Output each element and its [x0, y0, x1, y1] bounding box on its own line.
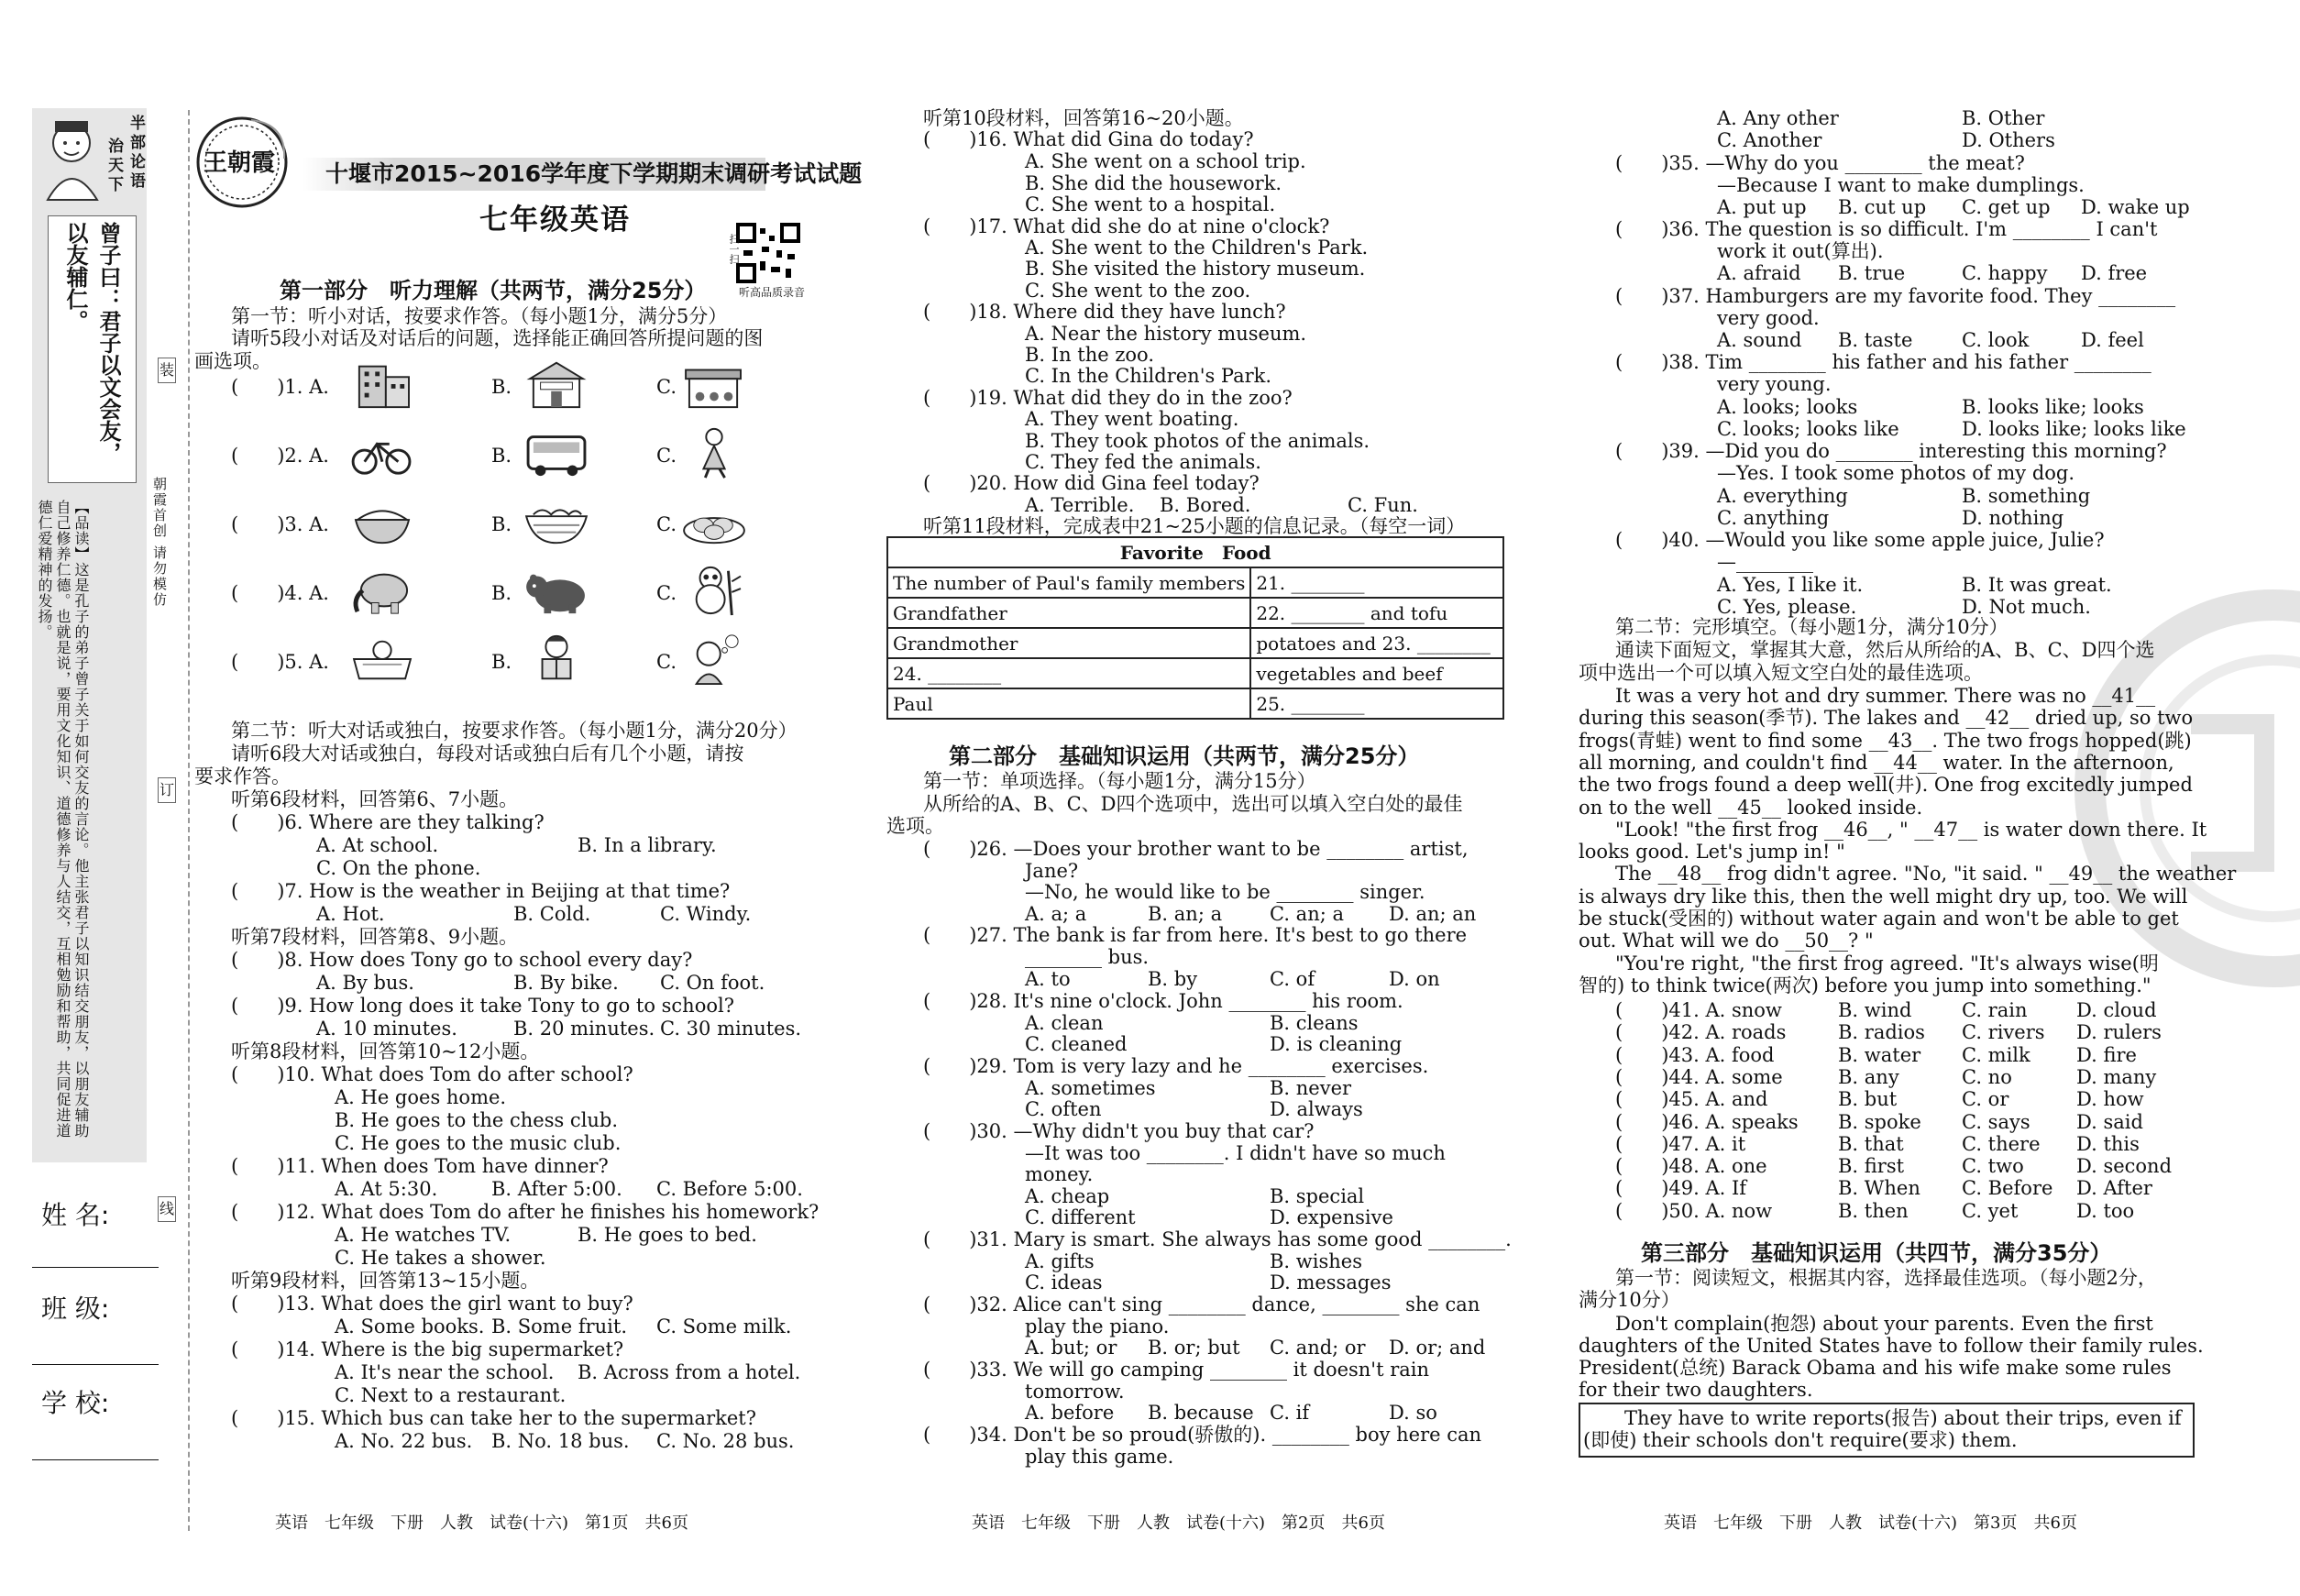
answer-option: A. She went on a school trip. [1025, 150, 1306, 172]
answer-option: B. In the zoo. [1025, 344, 1155, 366]
answer-option: C. or [1962, 1088, 2009, 1110]
question: ( )29. Tom is very lazy and he ________ exercises. [923, 1055, 1429, 1077]
p2-section1-instruction-cont: 选项。 [886, 815, 944, 837]
answer-option: C. of [1270, 968, 1315, 990]
answer-option: C. He goes to the music club. [335, 1132, 622, 1154]
class-label: 班 级: [41, 1293, 110, 1324]
answer-option: D. nothing [1962, 507, 2064, 529]
box-line: (即使) their schools don't require(要求) them. [1583, 1429, 2018, 1451]
answer-option: C. They fed the animals. [1025, 451, 1261, 473]
exam-title: 十堰市2015~2016学年度下学期期末调研考试试题 [325, 160, 863, 187]
section1-instruction: 请听5段小对话及对话后的问题，选择能正确回答所提问题的图 [231, 327, 764, 349]
question-number: ( )5. A. [231, 651, 329, 673]
answer-option: C. yet [1962, 1200, 2019, 1222]
qr-caption: 听高品质录音 [739, 286, 806, 299]
passage-line: "You're right, "the first frog agreed. "It's always wise(明 [1615, 952, 2159, 974]
answer-option: D. cloud [2076, 999, 2157, 1021]
question: ( )11. When does Tom have dinner? [231, 1155, 609, 1177]
answer-option: D. feel [2081, 329, 2144, 351]
option-label: C. [656, 582, 677, 604]
answer-option: B. She visited the history museum. [1025, 258, 1366, 280]
section2-title: 第二节：听大对话或独白，按要求作答。（每小题1分，满分20分） [231, 720, 798, 742]
answer-option: A. It's near the school. [335, 1361, 555, 1383]
answer-option: B. He goes to the chess club. [335, 1109, 619, 1131]
question: money. [1025, 1163, 1094, 1185]
answer-option: A. No. 22 bus. [335, 1430, 473, 1452]
p3-section3-title-cont: 满分10分） [1579, 1289, 1680, 1311]
passage-line: The __48__ frog didn't agree. "No, "it said. " __49__ the weather [1615, 863, 2237, 885]
dumplings-plate-icon[interactable] [678, 495, 750, 548]
question: ( )27. The bank is far from here. It's best to go there [923, 924, 1468, 946]
question: ( )18. Where did they have lunch? [923, 301, 1286, 323]
table-row: The number of Paul's family members 21. ________ [887, 567, 1503, 598]
answer-option: D. said [2076, 1111, 2143, 1133]
answer-option: B. Across from a hotel. [578, 1361, 801, 1383]
question-number: ( )1. A. [231, 376, 329, 398]
answer-option: A. At school. [316, 834, 439, 856]
question: ( )33. We will go camping ________ it doesn't rain [923, 1359, 1429, 1381]
sidebar-divider [188, 110, 190, 1531]
question: ( )13. What does the girl want to buy? [231, 1293, 633, 1315]
elephant-icon[interactable] [347, 564, 418, 617]
answer-option: C. says [1962, 1111, 2030, 1133]
answer-option: C. get up [1962, 196, 2051, 218]
sage-illustration-icon [35, 112, 110, 204]
answer-option: C. Before [1962, 1177, 2053, 1199]
answer-option: B. by [1148, 968, 1198, 990]
section-heading: 听第10段材料，回答第16~20小题。 [923, 107, 1244, 129]
cloze-question: ( )48. A. one [1615, 1155, 1767, 1177]
cut-mark-1: 装 [158, 358, 176, 383]
question: ( )15. Which bus can take her to the supermarket? [231, 1407, 756, 1429]
part3-title: 第三部分 基础知识运用（共四节，满分35分） [1641, 1240, 2112, 1266]
answer-option: C. 30 minutes. [660, 1018, 802, 1040]
question: —Yes. I took some photos of my dog. [1717, 462, 2075, 484]
answer-option: C. there [1962, 1133, 2041, 1155]
p3-section2-title: 第二节：完形填空。（每小题1分，满分10分） [1615, 616, 2008, 638]
question: ( )31. Mary is smart. She always has some good ________. [923, 1228, 1512, 1250]
question: ( )32. Alice can't sing ________ dance, ________ she can [923, 1293, 1480, 1315]
answer-option: B. 20 minutes. [513, 1018, 655, 1040]
answer-option: C. and; or [1270, 1337, 1366, 1359]
section1-title: 第一节：听小对话，按要求作答。（每小题1分，满分5分） [231, 305, 728, 327]
p3-section3-title: 第一节：阅读短文，根据其内容，选择最佳选项。（每小题2分， [1615, 1267, 2157, 1289]
qr-side-label: 扫一扫 [728, 234, 740, 264]
passage-line: during this season(季节). The lakes and __42__ dried up, so two [1579, 707, 2194, 729]
question: ( )40. —Would you like some apple juice, Julie? [1615, 529, 2105, 551]
passage-line: 智的) to think twice(两次) before you jump into something." [1579, 974, 2151, 996]
answer-option: C. look [1962, 329, 2030, 351]
question: tomorrow. [1025, 1381, 1125, 1403]
section-heading: 听第6段材料，回答第6、7小题。 [231, 788, 519, 810]
qr-code [736, 223, 800, 283]
section-heading: 听第9段材料，回答第13~15小题。 [231, 1270, 540, 1292]
answer-option: D. free [2081, 262, 2148, 284]
bicycle-icon[interactable] [347, 426, 418, 479]
cloze-question: ( )42. A. roads [1615, 1021, 1787, 1043]
answer-option: C. rain [1962, 999, 2028, 1021]
question: ( )12. What does Tom do after he finishes his homework? [231, 1201, 820, 1223]
answer-option: B. Cold. [513, 903, 591, 925]
question: play this game. [1025, 1446, 1174, 1468]
question: play the piano. [1025, 1315, 1170, 1337]
answer-option: A. Any other [1717, 107, 1839, 129]
table-title: Favorite Food [887, 537, 1503, 567]
answer-option: B. special [1270, 1185, 1365, 1207]
name-label: 姓 名: [41, 1200, 110, 1230]
section2-instruction-cont: 要求作答。 [194, 765, 291, 787]
answer-option: D. Others [1962, 129, 2055, 151]
answer-option: C. Fun. [1348, 494, 1418, 516]
section1-instruction-cont: 画选项。 [194, 350, 271, 372]
answer-option: A. Some books. [335, 1315, 485, 1337]
walking-girl-icon[interactable] [678, 426, 750, 479]
answer-option: B. By bike. [513, 972, 619, 994]
boy-bathing-icon[interactable] [347, 633, 418, 686]
cloze-question: ( )46. A. speaks [1615, 1111, 1799, 1133]
passage-line: Don't complain(抱怨) about your parents. Even the first [1615, 1313, 2153, 1335]
page1-footer: 英语 七年级 下册 人教 试卷(十六) 第1页 共6页 [275, 1513, 688, 1533]
passage-line: It was a very hot and dry summer. There was no __41__ [1615, 685, 2156, 707]
question: ( )16. What did Gina do today? [923, 128, 1254, 150]
motto-col-1: 半部论语 [127, 115, 145, 192]
answer-option: C. Another [1717, 129, 1822, 151]
part2-title: 第二部分 基础知识运用（共两节，满分25分） [949, 743, 1420, 769]
answer-option: D. fire [2076, 1044, 2137, 1066]
answer-option: A. everything [1717, 485, 1848, 507]
question: ( )9. How long does it take Tony to go to school? [231, 995, 734, 1017]
answer-option: B. radios [1838, 1021, 1925, 1043]
question: ( )6. Where are they talking? [231, 811, 545, 833]
answer-option: C. if [1270, 1402, 1310, 1424]
answer-option: B. something [1962, 485, 2091, 507]
answer-option: A. At 5:30. [335, 1178, 438, 1200]
answer-option: B. wishes [1270, 1250, 1362, 1272]
panda-icon[interactable] [678, 564, 750, 617]
passage-line: out. What will we do __50__? " [1579, 930, 1874, 952]
answer-option: A. He watches TV. [335, 1224, 512, 1246]
answer-option: C. She went to a hospital. [1025, 193, 1276, 215]
answer-option: C. looks; looks like [1717, 418, 1899, 440]
option-label: C. [656, 376, 677, 398]
cloze-question: ( )47. A. it [1615, 1133, 1746, 1155]
answer-option: B. never [1270, 1077, 1352, 1099]
option-label: C. [656, 513, 677, 535]
answer-option: D. this [2076, 1133, 2140, 1155]
office-building-icon[interactable] [347, 358, 418, 411]
answer-option: A. By bus. [316, 972, 414, 994]
passage-line: is always dry like this, then the well might dry up, too. We will [1579, 886, 2188, 908]
question: ( )37. Hamburgers are my favorite food. They ________ [1615, 285, 2176, 307]
rice-bowl-icon[interactable] [347, 495, 418, 548]
answer-option: D. wake up [2081, 196, 2190, 218]
passage-line: for their two daughters. [1579, 1379, 1813, 1401]
answer-option: A. Hot. [316, 903, 385, 925]
post-office-icon[interactable] [521, 358, 592, 411]
answer-option: D. on [1389, 968, 1440, 990]
answer-option: A. sometimes [1025, 1077, 1156, 1099]
answer-option: D. so [1389, 1402, 1437, 1424]
answer-option: B. They took photos of the animals. [1025, 430, 1370, 452]
answer-option: C. often [1025, 1098, 1102, 1120]
answer-option: B. After 5:00. [491, 1178, 622, 1200]
question: ( )7. How is the weather in Beijing at that time? [231, 880, 731, 902]
question: ( )20. How did Gina feel today? [923, 472, 1260, 494]
question: work it out(算出). [1717, 240, 1884, 262]
answer-option: B. water [1838, 1044, 1921, 1066]
section2-instruction: 请听6段大对话或独白，每段对话或独白后有几个小题，请按 [231, 743, 744, 765]
cloze-question: ( )49. A. If [1615, 1177, 1747, 1199]
answer-option: B. cleans [1270, 1012, 1359, 1034]
cut-mark-2: 订 [158, 777, 176, 803]
answer-option: C. On the phone. [316, 857, 481, 879]
answer-option: C. anything [1717, 507, 1830, 529]
option-label: B. [491, 651, 512, 673]
p3-section2-instruction: 通读下面短文，掌握其大意，然后从所给的A、B、C、D四个选 [1615, 639, 2155, 661]
answer-option: D. messages [1270, 1271, 1392, 1293]
answer-option: A. sound [1717, 329, 1802, 351]
answer-option: A. 10 minutes. [316, 1018, 457, 1040]
box-line: They have to write reports(报告) about their trips, even if [1624, 1407, 2182, 1429]
answer-option: C. On foot. [660, 972, 765, 994]
question: ( )39. —Did you do ________ interesting this morning? [1615, 440, 2167, 462]
answer-option: A. He goes home. [335, 1086, 507, 1108]
question-number: ( )4. A. [231, 582, 329, 604]
question: ( )17. What did she do at nine o'clock? [923, 215, 1330, 237]
question: —It was too ________. I didn't have so much [1025, 1142, 1446, 1164]
answer-option: C. rivers [1962, 1021, 2045, 1043]
question-number: ( )2. A. [231, 445, 329, 467]
answer-option: C. cleaned [1025, 1033, 1128, 1055]
exam-subtitle: 七年级英语 [479, 204, 631, 237]
answer-option: C. ideas [1025, 1271, 1103, 1293]
p2-section1-instruction: 从所给的A、B、C、D四个选项中，选出可以填入空白处的最佳 [923, 793, 1463, 815]
answer-option: B. Some fruit. [491, 1315, 627, 1337]
answer-option: C. No. 28 bus. [656, 1430, 795, 1452]
answer-option: C. two [1962, 1155, 2024, 1177]
answer-option: C. She went to the zoo. [1025, 280, 1251, 302]
answer-option: A. to [1025, 968, 1071, 990]
question: ________ bus. [1025, 946, 1150, 968]
motto-col-2: 治天下 [105, 138, 123, 195]
cloze-question: ( )45. A. and [1615, 1088, 1768, 1110]
answer-option: D. Not much. [1962, 596, 2091, 618]
answer-option: D. how [2076, 1088, 2144, 1110]
page3-footer: 英语 七年级 下册 人教 试卷(十六) 第3页 共6页 [1664, 1513, 2077, 1533]
bus-icon[interactable] [521, 426, 592, 479]
brand-note: 朝霞首创 请勿模仿 [151, 477, 168, 608]
question: ( )26. —Does your brother want to be ________ artist, [923, 838, 1469, 860]
answer-option: A. They went boating. [1025, 408, 1239, 430]
passage-line: all morning, and couldn't find __44__ water. In the afternoon, [1579, 752, 2174, 774]
question: ( )36. The question is so difficult. I'm ________ I can't [1615, 218, 2158, 240]
answer-option: C. In the Children's Park. [1025, 365, 1272, 387]
answer-option: C. Some milk. [656, 1315, 792, 1337]
boy-reading-icon[interactable] [521, 633, 592, 686]
passage-line: President(总统) Barack Obama and his wife make some rules [1579, 1357, 2172, 1379]
logo-text: 王朝霞 [204, 149, 276, 177]
answer-option: D. many [2076, 1066, 2157, 1088]
answer-option: B. She did the housework. [1025, 172, 1282, 194]
question: —________ [1717, 551, 1813, 573]
option-label: B. [491, 376, 512, 398]
cloze-question: ( )50. A. now [1615, 1200, 1773, 1222]
page2-footer: 英语 七年级 下册 人教 试卷(十六) 第2页 共6页 [972, 1513, 1385, 1533]
answer-option: B. cut up [1838, 196, 1927, 218]
answer-option: B. an; a [1148, 903, 1223, 925]
answer-option: A. but; or [1025, 1337, 1117, 1359]
answer-option: A. clean [1025, 1012, 1104, 1034]
table-row: Grandfather 22. ________ and tofu [887, 598, 1503, 628]
question: very good. [1717, 307, 1820, 329]
answer-option: C. Before 5:00. [656, 1178, 803, 1200]
answer-option: C. happy [1962, 262, 2048, 284]
question: ( )14. Where is the big supermarket? [231, 1338, 624, 1360]
answer-option: C. different [1025, 1206, 1136, 1228]
answer-option: D. rulers [2076, 1021, 2162, 1043]
answer-option: A. put up [1717, 196, 1807, 218]
answer-option: B. then [1838, 1200, 1909, 1222]
answer-option: A. before [1025, 1402, 1115, 1424]
question: ( )30. —Why didn't you buy that car? [923, 1120, 1315, 1142]
class-field[interactable] [32, 1364, 159, 1365]
comment-text: 【品读】这是孔子的弟子曾子关于如何交友的言论。他主张君子以知识结交朋友，以朋友辅助自己修养仁德。也就是说，要用文化知识、道德修养与人结交，互相勉励和帮助，共同促进道德仁爱精神的发扬。 [36, 500, 90, 1139]
passage-line: the two frogs found a deep well(井). One frog excitedly jumped [1579, 774, 2193, 796]
cloze-question: ( )43. A. food [1615, 1044, 1775, 1066]
cloze-question: ( )41. A. snow [1615, 999, 1782, 1021]
question: —No, he would like to be ________ singer. [1025, 881, 1425, 903]
section-heading: 听第8段材料，回答第10~12小题。 [231, 1040, 540, 1062]
bear-icon[interactable] [521, 564, 592, 617]
quote-text: 曾子曰：君子以文会友，以友辅仁。 [62, 222, 121, 464]
option-label: B. [491, 582, 512, 604]
answer-option: D. always [1270, 1098, 1363, 1120]
answer-option: D. an; an [1389, 903, 1477, 925]
question: ( )10. What does Tom do after school? [231, 1063, 633, 1085]
answer-option: B. true [1838, 262, 1906, 284]
answer-option: A. She went to the Children's Park. [1025, 237, 1369, 259]
passage-line: on to the well __45__ looked inside. [1579, 797, 1923, 819]
answer-option: C. no [1962, 1066, 2012, 1088]
question: ( )8. How does Tony go to school every day? [231, 949, 693, 971]
answer-option: A. Near the history museum. [1025, 323, 1307, 345]
question: ( )28. It's nine o'clock. John ________ his room. [923, 990, 1403, 1012]
answer-option: B. spoke [1838, 1111, 1921, 1133]
option-label: B. [491, 513, 512, 535]
answer-option: B. any [1838, 1066, 1899, 1088]
question: Jane? [1025, 860, 1079, 882]
answer-option: D. too [2076, 1200, 2135, 1222]
passage-line: daughters of the United States have to follow their family rules. [1579, 1335, 2204, 1357]
question: —Because I want to make dumplings. [1717, 174, 2085, 196]
answer-option: A. Yes, I like it. [1717, 574, 1864, 596]
passage-line: looks good. Let's jump in! " [1579, 841, 1845, 863]
answer-option: B. He goes to bed. [578, 1224, 757, 1246]
passage-line: "Look! "the first frog __46__, " __47__ is water down there. It [1615, 819, 2207, 841]
answer-option: A. gifts [1025, 1250, 1095, 1272]
name-field[interactable] [32, 1267, 159, 1268]
passage-line: be stuck(受困的) without water again and won't be able to get [1579, 908, 2179, 930]
answer-option: C. Yes, please. [1717, 596, 1857, 618]
question: ( )38. Tim ________ his father and his father ________ [1615, 351, 2151, 373]
answer-option: D. second [2076, 1155, 2173, 1177]
answer-option: A. afraid [1717, 262, 1801, 284]
answer-option: B. It was great. [1962, 574, 2112, 596]
answer-option: D. or; and [1389, 1337, 1486, 1359]
answer-option: A. cheap [1025, 1185, 1110, 1207]
favorite-food-table [886, 536, 1504, 720]
option-label: C. [656, 445, 677, 467]
question: ( )35. —Why do you ________ the meat? [1615, 152, 2025, 174]
table-row: Paul 25. ________ [887, 688, 1503, 719]
answer-option: C. He takes a shower. [335, 1247, 546, 1269]
answer-option: D. looks like; looks like [1962, 418, 2186, 440]
answer-option: C. milk [1962, 1044, 2030, 1066]
answer-option: B. first [1838, 1155, 1905, 1177]
table-row: Grandmother potatoes and 23. ________ [887, 628, 1503, 658]
table-row: 24. ________ vegetables and beef [887, 658, 1503, 688]
market-stall-icon[interactable] [678, 358, 750, 411]
noodles-bowl-icon[interactable] [521, 495, 592, 548]
answer-option: D. is cleaning [1270, 1033, 1403, 1055]
answer-option: A. looks; looks [1717, 396, 1858, 418]
answer-option: B. that [1838, 1133, 1904, 1155]
answer-option: B. In a library. [578, 834, 717, 856]
answer-option: B. or; but [1148, 1337, 1240, 1359]
answer-option: A. a; a [1025, 903, 1087, 925]
answer-option: C. an; a [1270, 903, 1344, 925]
answer-option: C. Windy. [660, 903, 752, 925]
answer-option: B. taste [1838, 329, 1913, 351]
boy-thinking-icon[interactable] [678, 633, 750, 686]
cloze-question: ( )44. A. some [1615, 1066, 1783, 1088]
option-label: C. [656, 651, 677, 673]
question: ( )19. What did they do in the zoo? [923, 387, 1293, 409]
answer-option: B. because [1148, 1402, 1254, 1424]
answer-option: B. wind [1838, 999, 1912, 1021]
section-heading: 听第11段材料，完成表中21~25小题的信息记录。（每空一词） [923, 515, 1466, 537]
question: ( )34. Don't be so proud(骄傲的). ________ boy here can [923, 1424, 1482, 1446]
answer-option: B. No. 18 bus. [491, 1430, 630, 1452]
part1-title: 第一部分 听力理解（共两节，满分25分） [280, 278, 707, 303]
answer-option: B. looks like; looks [1962, 396, 2144, 418]
school-label: 学 校: [41, 1388, 110, 1418]
school-field[interactable] [32, 1459, 159, 1460]
p3-section2-instruction-cont: 项中选出一个可以填入短文空白处的最佳选项。 [1579, 662, 1983, 684]
cut-mark-3: 线 [158, 1196, 176, 1222]
section-heading: 听第7段材料，回答第8、9小题。 [231, 926, 519, 948]
answer-option: B. Bored. [1160, 494, 1251, 516]
question: very young. [1717, 373, 1832, 395]
p2-section1-title: 第一节：单项选择。（每小题1分，满分15分） [923, 770, 1316, 792]
passage-line: frogs(青蛙) went to find some __43__. The two frogs hopped(跳) [1579, 730, 2192, 752]
question-number: ( )3. A. [231, 513, 329, 535]
answer-option: B. When [1838, 1177, 1920, 1199]
answer-option: D. expensive [1270, 1206, 1393, 1228]
answer-option: C. Next to a restaurant. [335, 1384, 567, 1406]
answer-option: B. but [1838, 1088, 1898, 1110]
option-label: B. [491, 445, 512, 467]
answer-option: D. After [2076, 1177, 2152, 1199]
answer-option: B. Other [1962, 107, 2045, 129]
answer-option: A. Terrible. [1025, 494, 1135, 516]
